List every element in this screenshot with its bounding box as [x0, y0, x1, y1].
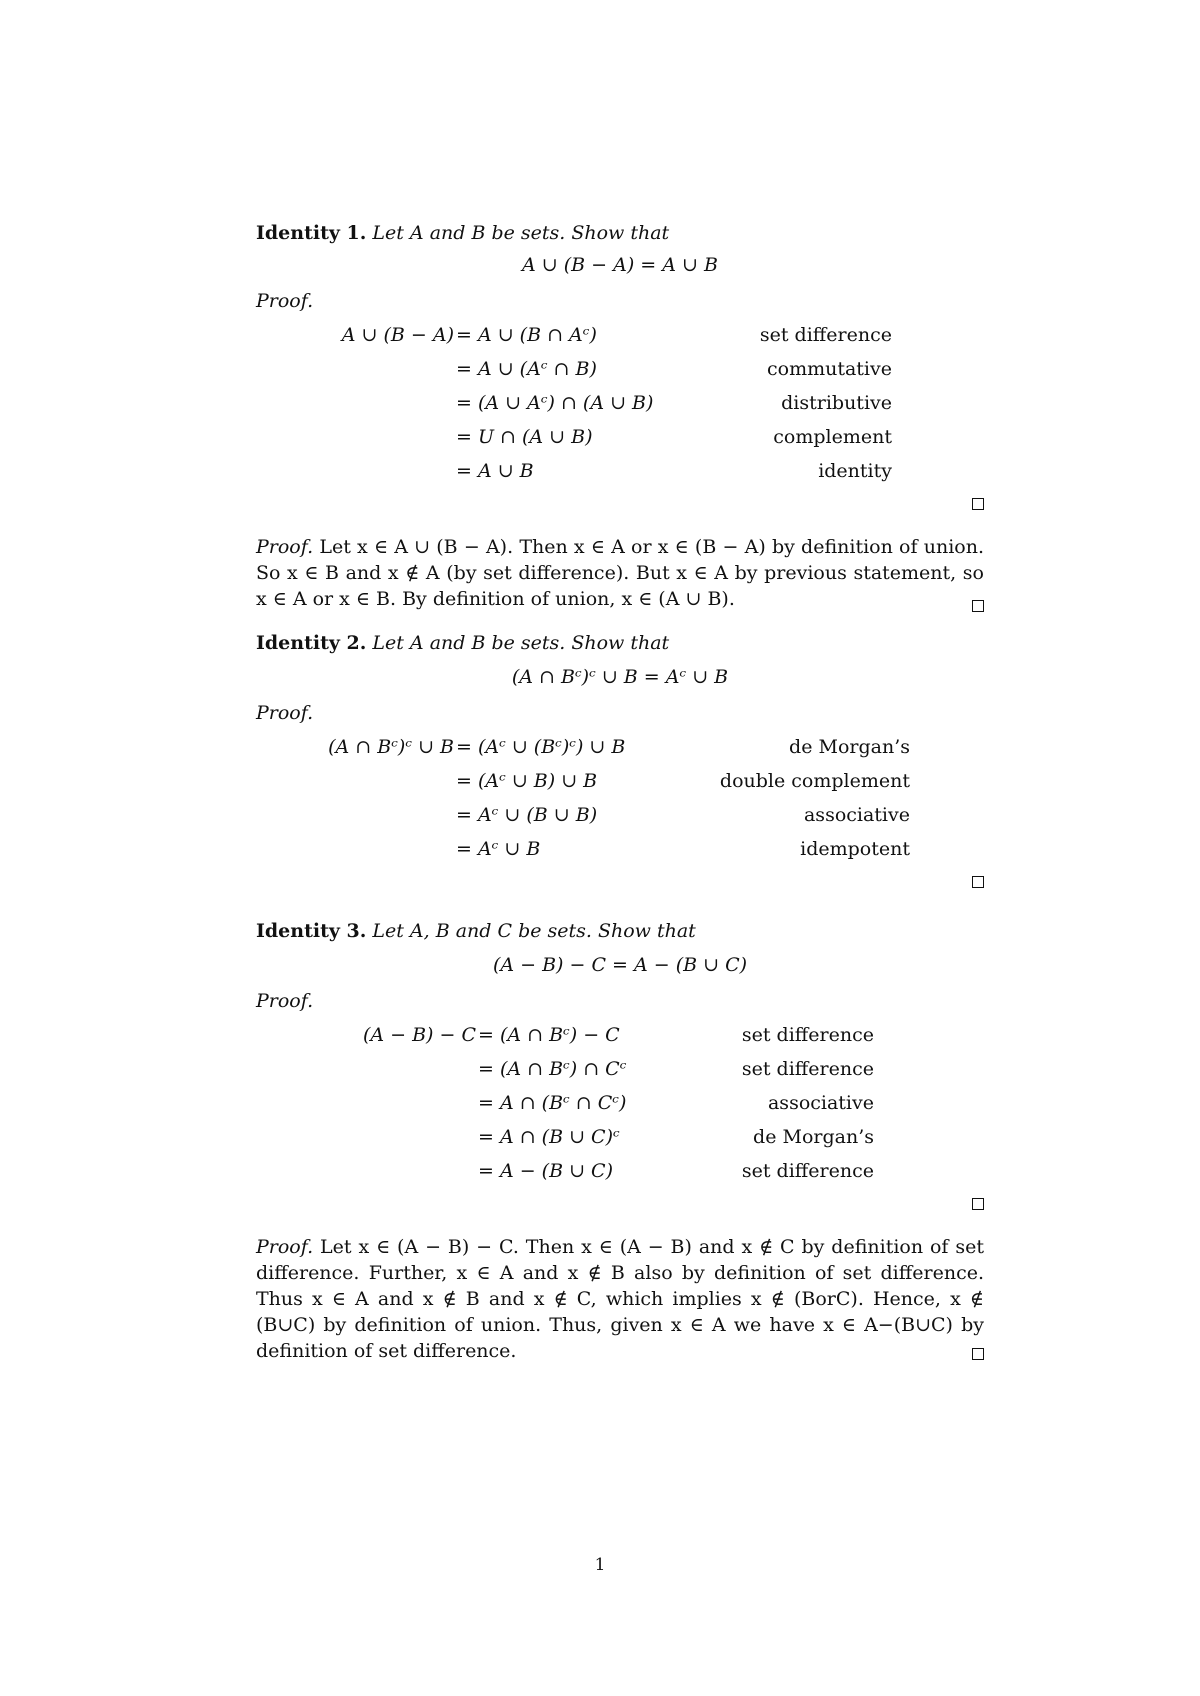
proof-label: Proof. — [256, 990, 314, 1012]
identity-statement: Let A and B be sets. Show that — [372, 222, 670, 244]
qed-square-icon — [972, 600, 984, 612]
qed-square-icon — [972, 876, 984, 888]
alt-proof-paragraph — [256, 1234, 984, 1364]
step-rhs: = A ∩ (B ∪ C)ᶜ — [478, 1126, 620, 1148]
step-rhs: = (A ∪ Aᶜ) ∩ (A ∪ B) — [456, 392, 654, 414]
identity-2-heading — [256, 630, 669, 656]
alt-proof-paragraph — [256, 534, 984, 612]
qed-square-icon — [972, 1198, 984, 1210]
step-rhs: = A ∪ (Aᶜ ∩ B) — [456, 358, 597, 380]
step-lhs: (A ∩ Bᶜ)ᶜ ∪ B — [328, 736, 454, 758]
proof-text: Let x ∈ (A − B) − C. Then x ∈ (A − B) and x ∉ C by definition of set difference. Further, x ∈ A and x ∉ B also by definition of set difference. Thus x ∈ A and x ∉ B and x ∉ C, which implies x ∉ (BorC). Hence, x ∉ (B∪C) by definition of union. Thus, given x ∈ A we have x ∈ A−(B∪C) by definition of set difference. — [256, 1236, 984, 1362]
step-rhs: = (Aᶜ ∪ (Bᶜ)ᶜ) ∪ B — [456, 736, 626, 758]
identity-statement: Let A, B and C be sets. Show that — [372, 920, 696, 942]
step-rhs: = A ∩ (Bᶜ ∩ Cᶜ) — [478, 1092, 627, 1114]
identity-1-display: A ∪ (B − A) = A ∪ B — [522, 254, 718, 276]
step-rhs: = A ∪ (B ∩ Aᶜ) — [456, 324, 597, 346]
identity-3-display: (A − B) − C = A − (B ∪ C) — [492, 954, 748, 976]
identity-label: Identity 2. — [256, 632, 367, 654]
step-justification: set difference — [759, 324, 892, 346]
step-rhs: = U ∩ (A ∪ B) — [456, 426, 593, 448]
step-justification: idempotent — [800, 838, 910, 860]
step-justification: associative — [803, 804, 910, 826]
step-rhs: = (A ∩ Bᶜ) − C — [478, 1024, 620, 1046]
step-justification: de Morgan’s — [753, 1126, 874, 1148]
step-justification: distributive — [781, 392, 892, 414]
step-justification: identity — [818, 460, 892, 482]
step-rhs: = (Aᶜ ∪ B) ∪ B — [456, 770, 598, 792]
step-justification: set difference — [741, 1058, 874, 1080]
qed-square-icon — [972, 1348, 984, 1360]
step-justification: set difference — [741, 1160, 874, 1182]
step-rhs: = Aᶜ ∪ B — [456, 838, 541, 860]
qed-square-icon — [972, 498, 984, 510]
step-lhs: (A − B) − C — [362, 1024, 476, 1046]
step-justification: de Morgan’s — [789, 736, 910, 758]
step-justification: double complement — [719, 770, 910, 792]
identity-statement: Let A and B be sets. Show that — [372, 632, 670, 654]
step-justification: associative — [767, 1092, 874, 1114]
proof-label: Proof. — [256, 290, 314, 312]
identity-label: Identity 3. — [256, 920, 367, 942]
proof-text: Let x ∈ A ∪ (B − A). Then x ∈ A or x ∈ (B − A) by definition of union. So x ∈ B and x ∉ A (by set difference). But x ∈ A by previous statement, so x ∈ A or x ∈ B. By definition of union, x ∈ (A ∪ B). — [256, 536, 984, 610]
step-rhs: = (A ∩ Bᶜ) ∩ Cᶜ — [478, 1058, 627, 1080]
proof-label: Proof. — [256, 1236, 314, 1258]
identity-1-heading — [256, 220, 669, 246]
identity-label: Identity 1. — [256, 222, 367, 244]
identity-2-display: (A ∩ Bᶜ)ᶜ ∪ B = Aᶜ ∪ B — [511, 666, 729, 688]
proof-label: Proof. — [256, 702, 314, 724]
proof-label: Proof. — [256, 536, 314, 558]
identity-3-heading — [256, 918, 696, 944]
step-rhs: = A − (B ∪ C) — [478, 1160, 614, 1182]
step-justification: commutative — [766, 358, 892, 380]
step-justification: complement — [773, 426, 892, 448]
step-rhs: = Aᶜ ∪ (B ∪ B) — [456, 804, 598, 826]
step-lhs: A ∪ (B − A) — [341, 324, 454, 346]
page-number: 1 — [594, 1555, 606, 1575]
step-justification: set difference — [741, 1024, 874, 1046]
step-rhs: = A ∪ B — [456, 460, 534, 482]
